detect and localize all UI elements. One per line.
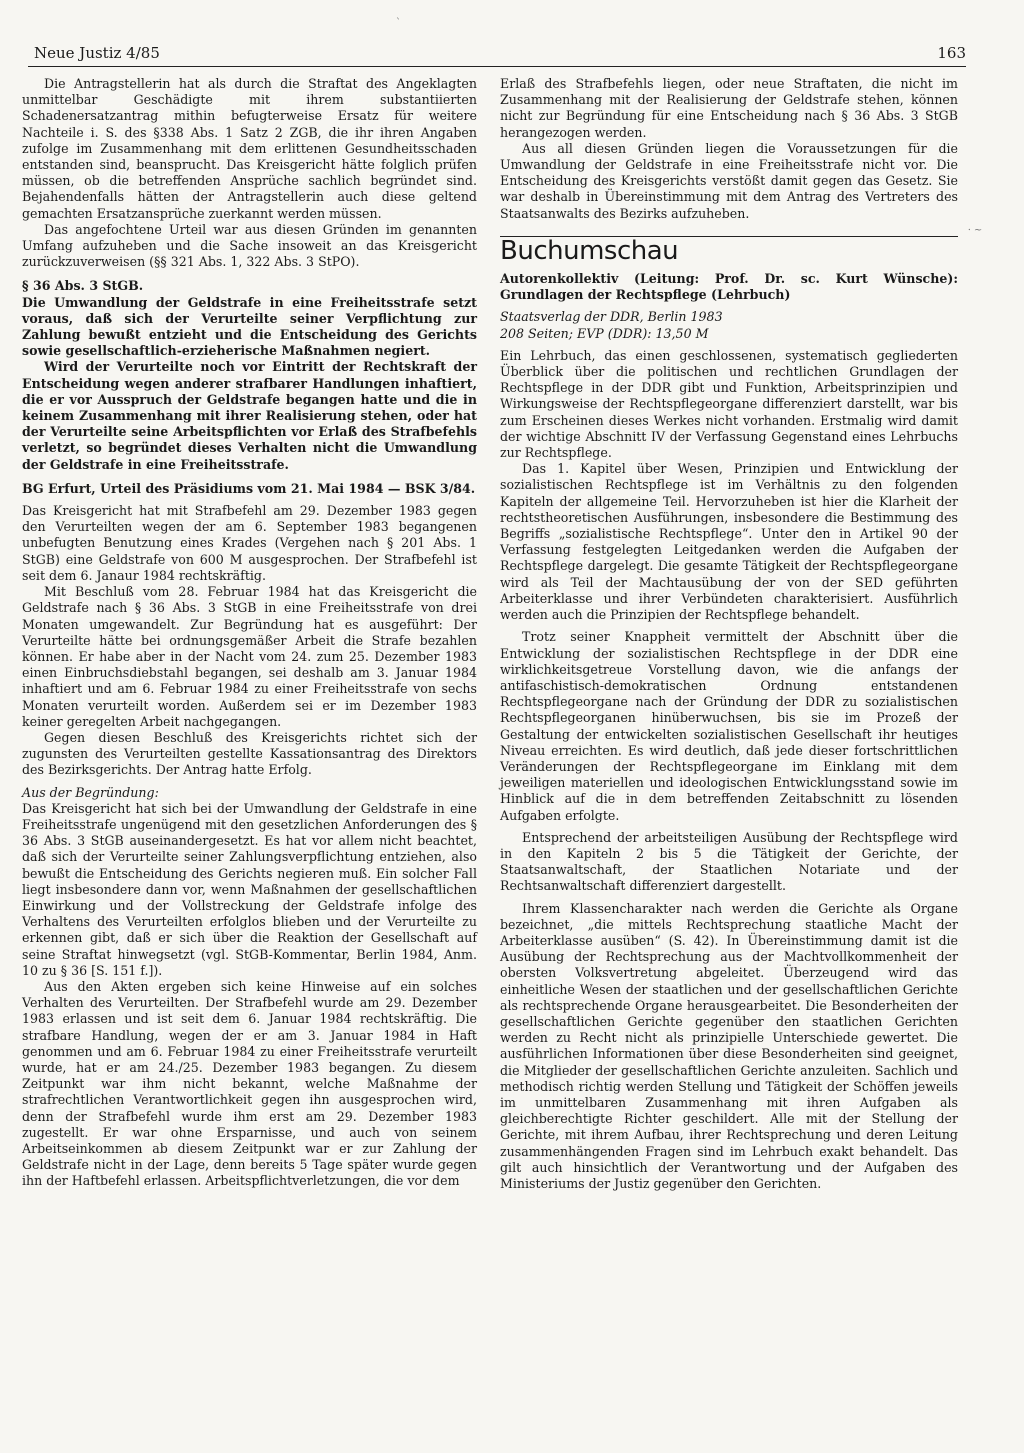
- right-column: [500, 76, 958, 1192]
- paragraph: Das 1. Kapitel über Wesen, Prinzipien und Entwicklung der sozialistischen Rechtspflege ist im Verhältnis zu den folgenden Kapiteln der allgemeine Teil. Hervorzuheben ist hier die Klarheit der rechtstheoretischen Ausführungen, insbesondere die Bestimmung des Begriffs „sozialistische Rechtspflege“. Unter den in Artikel 90 der Verfassung festgelegten Leitgedanken werden die Aufgaben der Rechtspflege dargelegt. Die gesamte Tätigkeit der Rechtspflegeorgane wird als Teil der Machtausübung der von der SED geführten Arbeiterklasse und ihrer Verbündeten charakterisiert. Ausführlich werden auch die Prinzipien der Rechtspflege behandelt.: [500, 461, 958, 623]
- book-publisher: Staatsverlag der DDR, Berlin 1983: [500, 309, 723, 325]
- paragraph: Entsprechend der arbeitsteiligen Ausübung der Rechtspflege wird in den Kapiteln 2 bis 5 die Tätigkeit der Gerichte, der Staatsanwaltschaft, der Staatlichen Notariate und der Rechtsanwaltschaft differenziert dargestellt.: [500, 829, 958, 894]
- page-header: [28, 44, 966, 67]
- paragraph: Das Kreisgericht hat sich bei der Umwandlung der Geldstrafe in eine Freiheitsstrafe ungenügend mit den gesetzlichen Anforderungen des § 36 Abs. 3 StGB auseinandergesetzt. Es hat vor allem nicht beachtet, daß sich der Verurteilte seiner Zahlungsverpflichtung entziehen, also bewußt die Entscheidung des Gerichts negieren muß. Ein solcher Fall liegt insbesondere dann vor, wenn Maßnahmen der gesellschaftlichen Einwirkung und der Vollstreckung der Geldstrafe infolge des Verhaltens des Verurteilten erfolglos blieben und der Verurteilte zu erkennen gibt, daß er sich über die Reaktion der Gesellschaft auf seine Straftat hinwegsetzt (vgl. StGB-Kommentar, Berlin 1984, Anm. 10 zu § 36 [S. 151 f.]).: [22, 800, 477, 978]
- norm-heading: § 36 Abs. 3 StGB.: [22, 278, 144, 294]
- book-pages: 208 Seiten; EVP (DDR): 13,50 M: [500, 325, 709, 341]
- paragraph: Das Kreisgericht hat mit Strafbefehl am 29. Dezember 1983 gegen den Verurteilten wegen der am 6. September 1983 begangenen unbefugten Benutzung eines Krades (Vergehen nach § 201 Abs. 1 StGB) eine Geldstrafe von 600 M ausgesprochen. Der Strafbefehl ist seit dem 6. Janaur 1984 rechtskräftig.: [22, 503, 477, 583]
- paragraph: Die Antragstellerin hat als durch die Straftat des Angeklagten unmittelbar Geschädigte mit ihrem substantiierten Schadenersatzantrag mithin befugterweise Ersatz für weitere Nachteile i. S. des §338 Abs. 1 Satz 2 ZGB, die ihr ihren Angaben zufolge im Zusammenhang mit dem erlittenen Gesundheitsschaden entstanden sind, beansprucht. Das Kreisgericht hätte folglich prüfen müssen, ob die betreffenden Ansprüche sachlich begründet sind. Bejahendenfalls hätten der Antragstellerin auch diese geltend gemachten Ersatzansprüche zuerkannt werden müssen.: [22, 76, 477, 221]
- leitsatz: Wird der Verurteilte noch vor Eintritt der Rechtskraft der Entscheidung wegen anderer strafbarer Handlungen inhaftiert, die er vor Ausspruch der Geldstrafe begangen hatte und die in keinem Zusammenhang mit ihrer Realisierung stehen, oder hat der Verurteilte seine Arbeitspflichten vor Erlaß des Strafbefehls verletzt, so begründet dieses Verhalten nicht die Umwandlung der Geldstrafe in eine Freiheitsstrafe.: [22, 359, 477, 472]
- paragraph: Aus all diesen Gründen liegen die Voraussetzungen für die Umwandlung der Geldstrafe in eine Freiheitsstrafe nicht vor. Die Entscheidung des Kreisgerichts verstößt damit gegen das Gesetz. Sie war deshalb in Übereinstimmung mit dem Antrag des Vertreters des Staatsanwalts des Bezirks aufzuheben.: [500, 140, 958, 221]
- paragraph: Gegen diesen Beschluß des Kreisgerichts richtet sich der zugunsten des Verurteilten gestellte Kassationsantrag des Direktors des Bezirksgerichts. Der Antrag hatte Erfolg.: [22, 729, 477, 778]
- leitsatz: Die Umwandlung der Geldstrafe in eine Freiheitsstrafe setzt voraus, daß sich der Verurteilte seiner Verpflichtung zur Zahlung bewußt entzieht und die Entscheidung des Gerichts sowie gesellschaftlich-erzieherische Maßnahmen negiert.: [22, 294, 477, 359]
- paragraph: Aus den Akten ergeben sich keine Hinweise auf ein solches Verhalten des Verurteilten. Der Strafbefehl wurde am 29. Dezember 1983 erlassen und ist seit dem 6. Januar 1984 rechtskräftig. Die strafbare Handlung, wegen der er am 3. Januar 1984 in Haft genommen und am 6. Februar 1984 zu einer Freiheitsstrafe verurteilt wurde, hat er am 24./25. Dezember 1983 begangen. Zu diesem Zeitpunkt war ihm nicht bekannt, welche Maßnahme der strafrechtlichen Verantwortlichkeit gegen ihn ausgesprochen wird, denn der Strafbefehl wurde ihm erst am 29. Dezember 1983 zugestellt. Er war ohne Ersparnisse, und auch von seinem Arbeitseinkommen ab diesem Zeitpunkt war er zur Zahlung der Geldstrafe nicht in der Lage, denn bereits 5 Tage später wurde gegen ihn der Haftbefehl erlassen. Arbeitspflichtverletzungen, die vor dem: [22, 978, 477, 1189]
- paragraph: Mit Beschluß vom 28. Februar 1984 hat das Kreisgericht die Geldstrafe nach § 36 Abs. 3 StGB in eine Freiheitsstrafe von drei Monaten umgewandelt. Zur Begründung hat es ausgeführt: Der Verurteilte hätte bei ordnungsgemäßer Arbeit die Strafe bezahlen können. Er habe aber in der Nacht vom 24. zum 25. Dezember 1983 einen Einbruchsdiebstahl begangen, sei deshalb am 3. Januar 1984 inhaftiert und am 6. Februar 1984 zu einer Freiheitsstrafe von sechs Monaten verurteilt worden. Außerdem sei er im Dezember 1983 keiner geregelten Arbeit nachgegangen.: [22, 584, 477, 729]
- court-decision-reference: BG Erfurt, Urteil des Präsidiums vom 21. Mai 1984 — BSK 3/84.: [22, 480, 476, 496]
- section-title: Buchumschau: [500, 236, 958, 259]
- book-title: Autorenkollektiv (Leitung: Prof. Dr. sc. Kurt Wünsche): Grundlagen der Rechtspflege (Lehrbuch): [500, 271, 958, 303]
- paragraph: Ihrem Klassencharakter nach werden die Gerichte als Organe bezeichnet, „die mittels Rechtsprechung staatliche Macht der Arbeiterklasse ausüben“ (S. 42). In Übereinstimmung damit ist die Ausübung der Rechtsprechung aus der Machtvollkommenheit der obersten Volksvertretung abgeleitet. Überzeugend wird das einheitliche Wesen der staatlichen und der gesellschaftlichen Gerichte als rechtsprechende Organe herausgearbeitet. Die Besonderheiten der gesellschaftlichen Gerichte gegenüber den staatlichen Gerichten werden zu Recht nicht als prinzipielle Unterschiede gewertet. Die ausführlichen Informationen über diese Besonderheiten sind geeignet, die Mitglieder der gesellschaftlichen Gerichte anzuleiten. Sachlich und methodisch richtig werden Stellung und Tätigkeit der Schöffen jeweils im unmittelbaren Zusammenhang mit ihren Aufgaben als gleichberechtigte Richter geschildert. Alle mit der Stellung der Gerichte, mit ihrem Aufbau, ihrer Rechtsprechung und deren Leitung zusammenhängenden Fragen sind im Lehrbuch exakt behandelt. Das gilt auch hinsichtlich der Verantwortung und der Aufgaben des Ministeriums der Justiz gegenüber den Gerichten.: [500, 900, 958, 1191]
- paragraph: Das angefochtene Urteil war aus diesen Gründen im genannten Umfang aufzuheben und die Sache insoweit an das Kreisgericht zurückzuverweisen (§§ 321 Abs. 1, 322 Abs. 3 StPO).: [22, 221, 477, 270]
- paragraph: Ein Lehrbuch, das einen geschlossenen, systematisch gegliederten Überblick über die politischen und rechtlichen Grundlagen der Rechtspflege in der DDR gibt und Funktion, Arbeitsprinzipien und Wirkungsweise der Rechtspflegeorgane differenziert darstellt, war bis zum Erscheinen dieses Werkes nicht vorhanden. Erstmalig wird damit der wichtige Abschnitt IV der Verfassung Gegenstand eines Lehrbuchs zur Rechtspflege.: [500, 347, 958, 461]
- page-number: 163: [937, 44, 966, 62]
- left-column: [22, 76, 477, 1190]
- journal-issue: Neue Justiz 4/85: [34, 44, 160, 62]
- scan-speck: ˋ: [396, 18, 401, 29]
- begruendung-label: Aus der Begründung:: [22, 784, 159, 800]
- scan-speck: ⸱ ~: [968, 225, 983, 236]
- paragraph: Trotz seiner Knappheit vermittelt der Abschnitt über die Entwicklung der sozialistischen Rechtspflege in der DDR eine wirklichkeitsgetreue Vorstellung davon, wie die anfangs der antifaschistisch-demokratischen Ordnung entstandenen Rechtspflegeorgane nach der Gründung der DDR zu sozialistischen Rechtspflegeorganen hinüberwuchsen, bis sie im Prozeß der Gestaltung der entwickelten sozialistischen Gesellschaft ihr heutiges Niveau erreichten. Es wird deutlich, daß jede dieser fortschrittlichen Veränderungen der Rechtspflegeorgane im Einklang mit dem jeweiligen materiellen und ideologischen Entwicklungsstand sowie im Hinblick auf die in dem betreffenden Zeitabschnitt zu lösenden Aufgaben erfolgte.: [500, 629, 958, 823]
- paragraph: Erlaß des Strafbefehls liegen, oder neue Straftaten, die nicht im Zusammenhang mit der Realisierung der Geldstrafe stehen, können nicht zur Begründung für eine Entscheidung nach § 36 Abs. 3 StGB herangezogen werden.: [500, 76, 958, 140]
